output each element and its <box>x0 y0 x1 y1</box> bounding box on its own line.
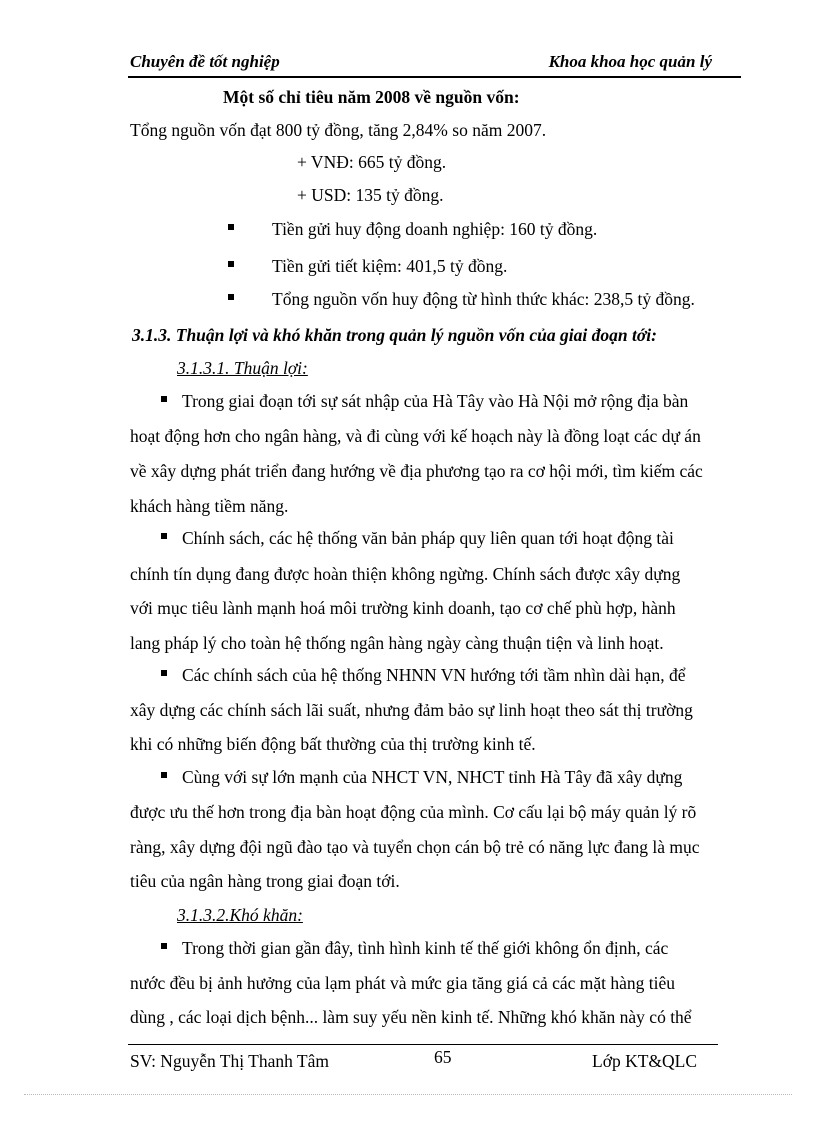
paragraph-line: khi có những biến động bất thường của thị trường kinh tế. <box>130 734 536 754</box>
bullet-square-icon <box>228 294 234 300</box>
paragraph-line: nước đều bị ảnh hưởng của lạm phát và mức gia tăng giá cả các mặt hàng tiêu <box>130 973 676 993</box>
bullet-square-icon <box>161 943 167 949</box>
section-title: 3.1.3. Thuận lợi và khó khăn trong quản lý nguồn vốn của giai đoạn tới: <box>132 325 657 345</box>
paragraph-line: ràng, xây dựng đội ngũ đào tạo và tuyển chọn cán bộ trẻ có năng lực đang là mục <box>130 837 700 857</box>
paragraph-line: chính tín dụng đang được hoàn thiện không ngừng. Chính sách được xây dựng <box>130 564 681 584</box>
paragraph-line: dùng , các loại dịch bệnh... làm suy yếu nền kinh tế. Những khó khăn này có thể <box>130 1007 692 1027</box>
paragraph-line: lang pháp lý cho toàn hệ thống ngân hàng ngày càng thuận tiện và linh hoạt. <box>130 633 664 653</box>
bullet-square-icon <box>161 396 167 402</box>
bullet-square-icon <box>161 772 167 778</box>
paragraph-line: tiêu của ngân hàng trong giai đoạn tới. <box>130 871 400 891</box>
paragraph-line: Cùng với sự lớn mạnh của NHCT VN, NHCT tỉnh Hà Tây đã xây dựng <box>182 767 683 787</box>
page-header <box>130 52 740 76</box>
header-right: Khoa khoa học quản lý <box>548 52 712 71</box>
paragraph-line: Chính sách, các hệ thống văn bản pháp quy liên quan tới hoạt động tài <box>182 528 674 548</box>
paragraph-line: được ưu thế hơn trong địa bàn hoạt động của mình. Cơ cấu lại bộ máy quản lý rõ <box>130 802 697 822</box>
paragraph-line: hoạt động hơn cho ngân hàng, và đi cùng với kế hoạch này là đồng loạt các dự án <box>130 426 701 446</box>
usd-line: + USD: 135 tỷ đồng. <box>297 185 444 205</box>
bullet-square-icon <box>161 670 167 676</box>
paragraph-line: về xây dựng phát triển đang hướng về địa phương tạo ra cơ hội mới, tìm kiếm các <box>130 461 703 481</box>
total-line: Tổng nguồn vốn đạt 800 tỷ đồng, tăng 2,84% so năm 2007. <box>130 120 547 140</box>
subsection-title: 3.1.3.2.Khó khăn: <box>177 905 303 925</box>
paragraph-line: Trong thời gian gần đây, tình hình kinh tế thế giới không ổn định, các <box>182 938 669 958</box>
paragraph-line: khách hàng tiềm năng. <box>130 496 289 516</box>
header-left: Chuyên đề tốt nghiệp <box>130 52 280 71</box>
bullet-square-icon <box>228 261 234 267</box>
vnd-line: + VNĐ: 665 tỷ đồng. <box>297 152 447 172</box>
footer-class: Lớp KT&QLC <box>592 1051 698 1071</box>
paragraph-line: Các chính sách của hệ thống NHNN VN hướng tới tầm nhìn dài hạn, để <box>182 665 686 685</box>
bullet-item: Tiền gửi huy động doanh nghiệp: 160 tỷ đồng. <box>272 219 598 239</box>
paragraph-line: với mục tiêu lành mạnh hoá môi trường kinh doanh, tạo cơ chế phù hợp, hành <box>130 598 676 618</box>
paragraph-line: xây dựng các chính sách lãi suất, nhưng đảm bảo sự linh hoạt theo sát thị trường <box>130 700 693 720</box>
paragraph-line: Trong giai đoạn tới sự sát nhập của Hà Tây vào Hà Nội mở rộng địa bàn <box>182 391 689 411</box>
bullet-item: Tổng nguồn vốn huy động từ hình thức khác: 238,5 tỷ đồng. <box>272 289 695 309</box>
subsection-title: 3.1.3.1. Thuận lợi: <box>177 358 308 378</box>
heading: Một số chỉ tiêu năm 2008 về nguồn vốn: <box>223 87 520 107</box>
footer-rule <box>128 1044 718 1045</box>
footer-student: SV: Nguyễn Thị Thanh Tâm <box>130 1051 329 1071</box>
bullet-item: Tiền gửi tiết kiệm: 401,5 tỷ đồng. <box>272 256 508 276</box>
page-number: 65 <box>434 1047 452 1067</box>
bullet-square-icon <box>228 224 234 230</box>
bullet-square-icon <box>161 533 167 539</box>
page-edge-divider <box>24 1094 792 1095</box>
header-rule <box>128 76 741 78</box>
